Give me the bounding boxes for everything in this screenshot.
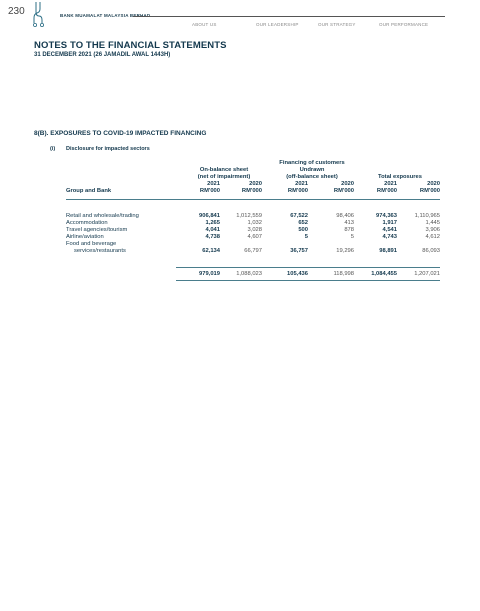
table-cell: 974,363 [376, 213, 397, 219]
table-cell: 98,891 [379, 248, 397, 254]
table-cell: 86,093 [422, 248, 440, 254]
unit-off-2020: RM'000 [333, 188, 354, 194]
header-rule [133, 16, 445, 17]
row-header-group-and-bank: Group and Bank [66, 188, 112, 194]
table-cell: 4,743 [382, 234, 397, 240]
year-2021-on: 2021 [207, 181, 220, 187]
bank-name: BANK MUAMALAT MALAYSIA BERHAD [60, 13, 151, 18]
year-2021-off: 2021 [295, 181, 308, 187]
table-cell: 98,406 [336, 213, 354, 219]
row-label: Retail and wholesale/trading [66, 213, 139, 219]
year-2020-on: 2020 [249, 181, 262, 187]
row-label: services/restaurants [74, 248, 126, 254]
unit-total-2020: RM'000 [419, 188, 440, 194]
table-cell: 906,841 [199, 213, 220, 219]
table-cell: 4,612 [425, 234, 440, 240]
table-cell: 36,757 [290, 248, 308, 254]
table-cell: 3,906 [425, 227, 440, 233]
table-cell: 1,445 [425, 220, 440, 226]
table-cell: 1,032 [247, 220, 262, 226]
table-cell: 1,265 [205, 220, 220, 226]
table-cell: 413 [344, 220, 354, 226]
row-label: Accommodation [66, 220, 108, 226]
table-cell: 878 [344, 227, 354, 233]
total-cell: 1,207,021 [414, 271, 440, 277]
subsection-number: (i) [50, 146, 56, 152]
year-2021-total: 2021 [384, 181, 397, 187]
total-cell: 979,019 [199, 271, 220, 277]
unit-off-2021: RM'000 [287, 188, 308, 194]
table-cell: 4,041 [205, 227, 220, 233]
header-separator [66, 199, 440, 200]
header-financing-of-customers: Financing of customers [279, 160, 345, 166]
header-total-exposures: Total exposures [377, 174, 423, 180]
page-title: NOTES TO THE FINANCIAL STATEMENTS [34, 40, 227, 51]
table-cell: 4,541 [382, 227, 397, 233]
table-cell: 652 [298, 220, 308, 226]
unit-on-2021: RM'000 [199, 188, 220, 194]
table-cell: 19,296 [336, 248, 354, 254]
year-2020-total: 2020 [427, 181, 440, 187]
unit-on-2020: RM'000 [241, 188, 262, 194]
total-cell: 118,998 [333, 271, 354, 277]
table-cell: 4,738 [205, 234, 220, 240]
table-cell: 62,134 [202, 248, 220, 254]
unit-total-2021: RM'000 [376, 188, 397, 194]
table-cell: 5 [350, 234, 354, 240]
totals-separator-top [176, 267, 440, 268]
header-net-of-impairment: (net of impairment) [197, 174, 251, 180]
page-subtitle: 31 DECEMBER 2021 (26 JAMADIL AWAL 1443H) [34, 52, 171, 58]
table-cell: 3,028 [247, 227, 262, 233]
bank-logo-icon [33, 2, 45, 28]
header-undrawn: Undrawn [299, 167, 325, 173]
row-label: Travel agencies/tourism [66, 227, 128, 233]
table-cell: 500 [298, 227, 308, 233]
nav-our-strategy[interactable]: OUR STRATEGY [318, 22, 356, 27]
table-cell: 67,522 [290, 213, 308, 219]
table-cell: 5 [304, 234, 308, 240]
page-number: 230 [8, 6, 25, 17]
total-cell: 105,436 [287, 271, 308, 277]
total-cell: 1,084,455 [371, 271, 397, 277]
total-cell: 1,088,023 [236, 271, 262, 277]
table-cell: 1,110,965 [414, 213, 440, 219]
year-2020-off: 2020 [341, 181, 354, 187]
table-cell: 1,012,559 [236, 213, 262, 219]
nav-our-leadership[interactable]: OUR LEADERSHIP [256, 22, 299, 27]
section-heading: 8(B). EXPOSURES TO COVID-19 IMPACTED FINANCING [34, 130, 207, 137]
table-cell: 1,917 [382, 220, 397, 226]
row-label: Airline/aviation [66, 234, 104, 240]
table-cell: 66,797 [244, 248, 262, 254]
header-off-balance-sheet: (off-balance sheet) [286, 174, 338, 180]
table-cell: 4,607 [247, 234, 262, 240]
subsection-heading: Disclosure for impacted sectors [66, 146, 150, 152]
nav-about-us[interactable]: ABOUT US [192, 22, 217, 27]
totals-separator-bottom [176, 280, 440, 281]
header-on-balance-sheet: On-balance sheet [199, 167, 249, 173]
nav-our-performance[interactable]: OUR PERFORMANCE [379, 22, 429, 27]
row-label: Food and beverage [66, 241, 117, 247]
